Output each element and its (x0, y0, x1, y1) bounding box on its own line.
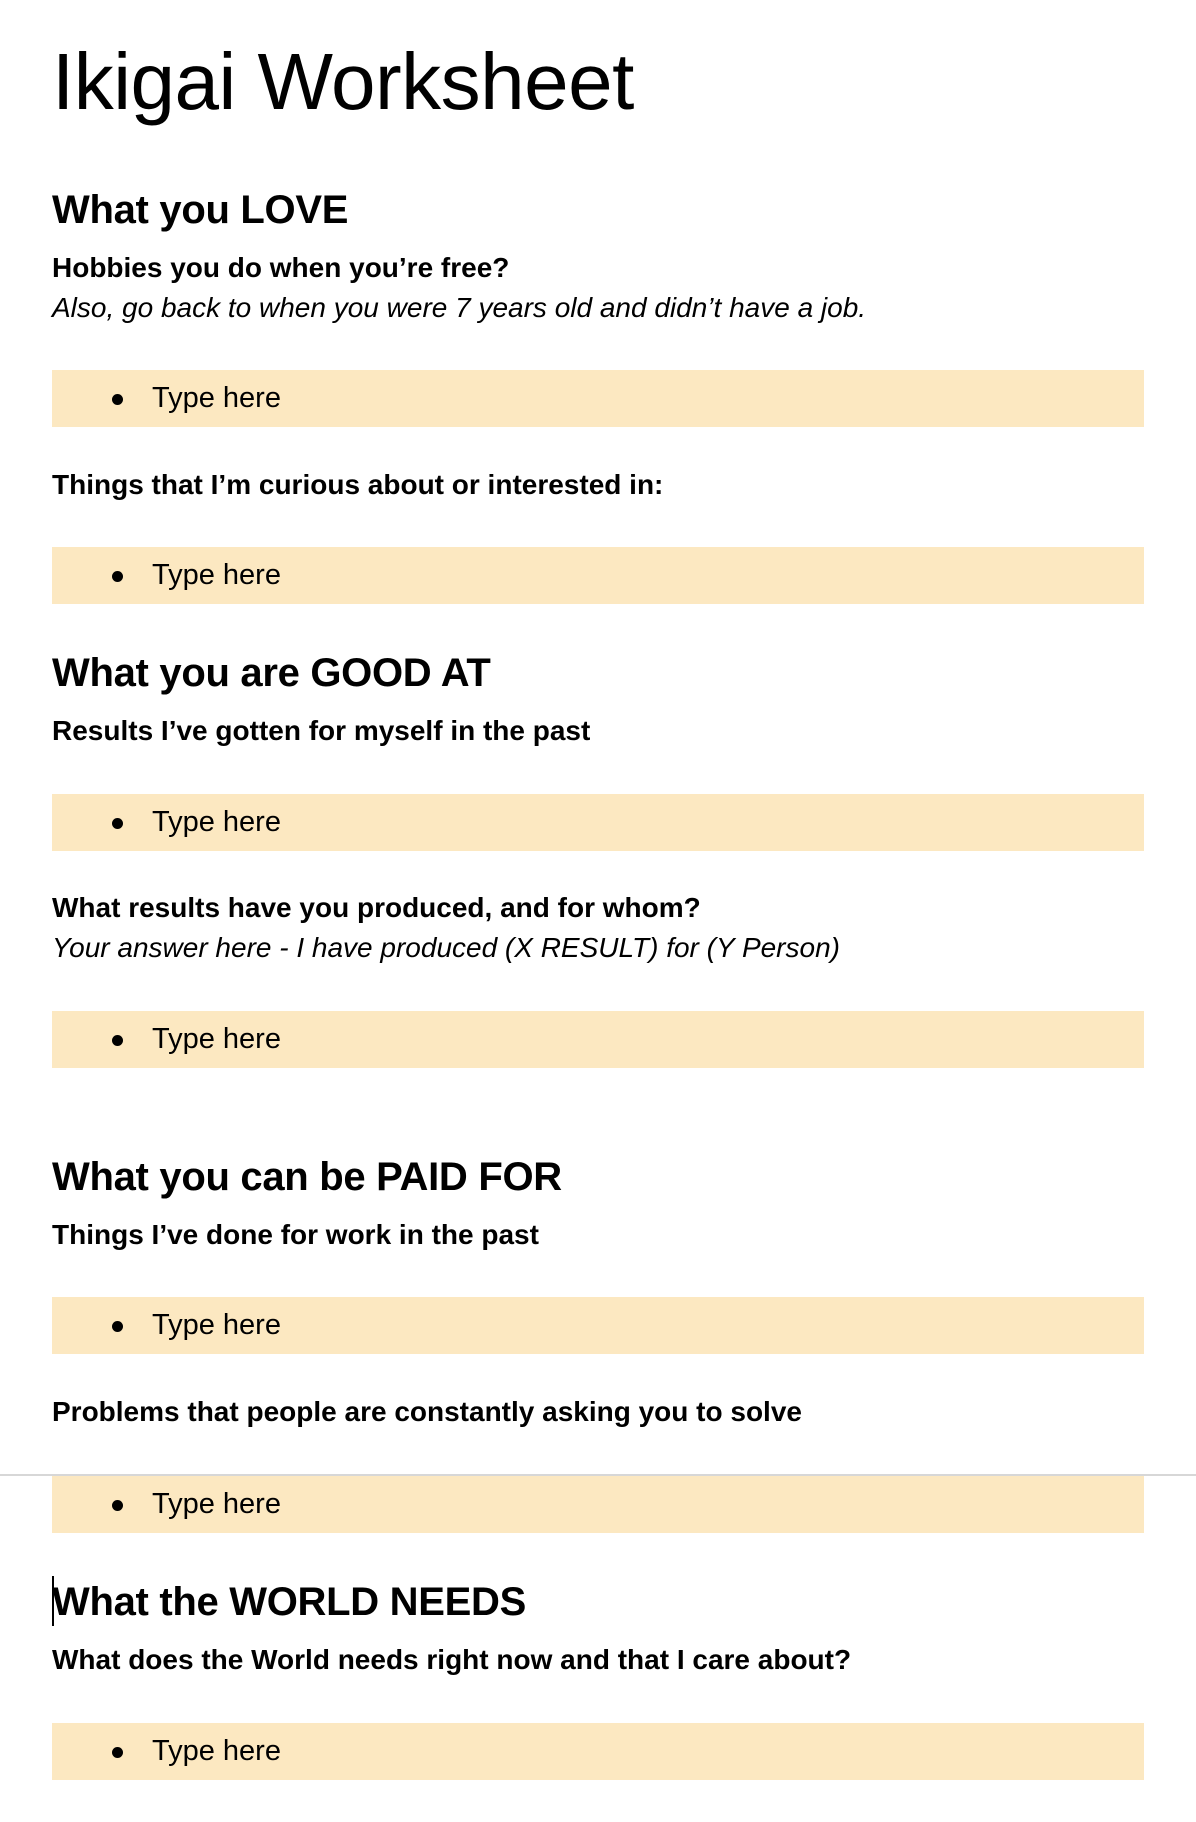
bullet-icon (112, 1500, 123, 1511)
bullet-icon (112, 1321, 123, 1332)
bullet-icon (112, 1035, 123, 1046)
question-work-past: Things I’ve done for work in the past (52, 1219, 539, 1250)
answer-text[interactable]: Type here (152, 382, 281, 414)
answer-text[interactable]: Type here (152, 1735, 281, 1767)
bullet-icon (112, 818, 123, 829)
hint-hobbies: Also, go back to when you were 7 years old and didn’t have a job. (52, 292, 867, 323)
bullet-icon (112, 571, 123, 582)
answer-text[interactable]: Type here (152, 1488, 281, 1520)
section-heading-good-at: What you are GOOD AT (52, 651, 491, 695)
answer-box-results-produced[interactable] (52, 1011, 1144, 1068)
hint-results-produced: Your answer here - I have produced (X RESULT) for (Y Person) (52, 932, 840, 963)
answer-text[interactable]: Type here (152, 1309, 281, 1341)
section-heading-paid-for: What you can be PAID FOR (52, 1155, 562, 1199)
question-hobbies: Hobbies you do when you’re free? (52, 252, 510, 283)
answer-box-curious[interactable] (52, 547, 1144, 604)
section-heading-love: What you LOVE (52, 188, 349, 232)
answer-box-problems[interactable] (52, 1476, 1144, 1533)
question-results-self: Results I’ve gotten for myself in the past (52, 715, 591, 746)
answer-box-hobbies[interactable] (52, 370, 1144, 427)
question-results-produced: What results have you produced, and for whom? (52, 892, 701, 923)
bullet-icon (112, 394, 123, 405)
question-curious: Things that I’m curious about or interested in: (52, 469, 664, 500)
answer-box-results-self[interactable] (52, 794, 1144, 851)
answer-text[interactable]: Type here (152, 1023, 281, 1055)
bullet-icon (112, 1747, 123, 1758)
answer-box-world-needs[interactable] (52, 1723, 1144, 1780)
section-heading-world-needs: What the WORLD NEEDS (52, 1580, 526, 1624)
answer-text[interactable]: Type here (152, 806, 281, 838)
document-title: Ikigai Worksheet (52, 37, 634, 126)
question-world-needs: What does the World needs right now and that I care about? (52, 1644, 852, 1675)
question-problems: Problems that people are constantly asking you to solve (52, 1396, 802, 1427)
answer-box-work-past[interactable] (52, 1297, 1144, 1354)
answer-text[interactable]: Type here (152, 559, 281, 591)
